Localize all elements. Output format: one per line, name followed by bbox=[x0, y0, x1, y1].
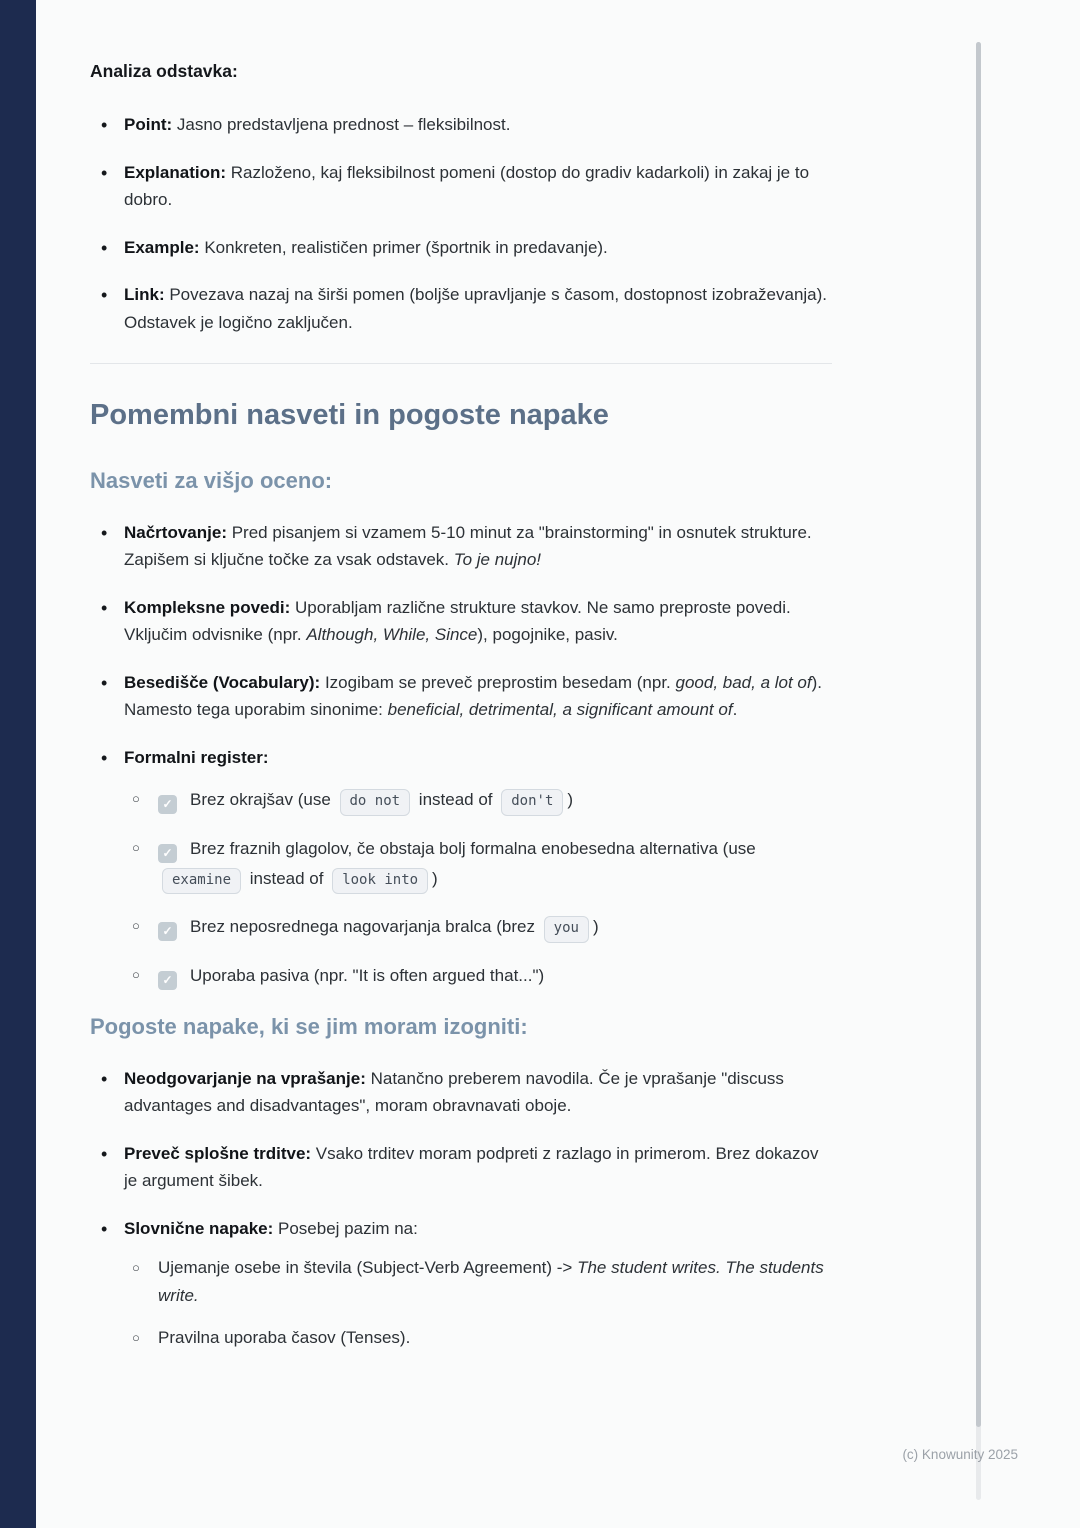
checklist-item bbox=[124, 961, 832, 991]
inline-code: examine bbox=[162, 868, 241, 895]
scrollbar-thumb[interactable] bbox=[976, 42, 981, 1427]
inline-code: you bbox=[544, 916, 589, 943]
formal-register-checklist bbox=[124, 785, 832, 990]
sublist-item bbox=[124, 1324, 832, 1352]
document-content bbox=[90, 0, 832, 1371]
section-heading-analysis: Analiza odstavka: bbox=[90, 61, 238, 81]
item-label: Point: bbox=[124, 115, 173, 135]
section-heading-mistakes: Pogoste napake, ki se jim moram izogniti: bbox=[90, 1014, 528, 1040]
list-item bbox=[90, 234, 832, 262]
item-text: ) bbox=[567, 790, 574, 810]
item-label: Besedišče (Vocabulary): bbox=[124, 672, 321, 692]
item-text: ), pogojnike, pasiv. bbox=[477, 625, 618, 645]
item-label: Link: bbox=[124, 285, 165, 305]
item-label: Kompleksne povedi: bbox=[124, 597, 291, 617]
checkbox-checked-icon bbox=[158, 971, 177, 990]
scrollbar[interactable] bbox=[976, 42, 981, 1500]
left-edge-bar bbox=[0, 0, 36, 1528]
grammar-sublist bbox=[124, 1254, 832, 1351]
item-label: Preveč splošne trditve: bbox=[124, 1143, 312, 1163]
item-text: Povezava nazaj na širši pomen (boljše upravljanje s časom, dostopnost izobraževanja). Odstavek je logično zaključen. bbox=[124, 285, 828, 332]
inline-code: do not bbox=[340, 789, 411, 816]
sublist-item bbox=[124, 1254, 832, 1309]
item-text: instead of bbox=[414, 790, 498, 810]
item-text: Brez okrajšav (use bbox=[190, 790, 336, 810]
item-emphasis: Although, While, Since bbox=[306, 625, 478, 645]
item-text: Pravilna uporaba časov (Tenses). bbox=[158, 1327, 411, 1347]
item-label: Neodgovarjanje na vprašanje: bbox=[124, 1068, 366, 1088]
item-label: Načrtovanje: bbox=[124, 522, 227, 542]
item-label: Explanation: bbox=[124, 162, 227, 182]
analysis-list bbox=[90, 111, 832, 336]
checkbox-checked-icon bbox=[158, 795, 177, 814]
checkbox-checked-icon bbox=[158, 844, 177, 863]
item-text: Brez fraznih glagolov, če obstaja bolj formalna enobesedna alternativa (use bbox=[190, 838, 756, 858]
list-item bbox=[90, 281, 832, 336]
tips-list bbox=[90, 519, 832, 991]
list-item bbox=[90, 1140, 832, 1195]
list-item bbox=[90, 1215, 832, 1351]
item-text: Izogibam se preveč preprostim besedam (npr. bbox=[320, 672, 676, 692]
section-divider bbox=[90, 363, 832, 364]
list-item bbox=[90, 159, 832, 214]
list-item bbox=[90, 594, 832, 649]
checkbox-checked-icon bbox=[158, 922, 177, 941]
item-label: Slovnične napake: bbox=[124, 1218, 274, 1238]
item-text: . bbox=[732, 700, 738, 720]
item-text: instead of bbox=[245, 868, 329, 888]
item-label: Formalni register: bbox=[124, 747, 269, 767]
list-item bbox=[90, 1065, 832, 1120]
item-text: Uporabljam različne strukture stavkov. Ne samo preproste povedi. Vključim odvisnike (npr. bbox=[124, 597, 791, 645]
item-emphasis: good, bad, a lot of bbox=[675, 672, 812, 692]
list-item bbox=[90, 744, 832, 991]
item-text: Pred pisanjem si vzamem 5-10 minut za "brainstorming" in osnutek strukture. Zapišem si ključne točke za vsak odstavek. bbox=[124, 522, 812, 570]
item-text: Natančno preberem navodila. Če je vprašanje "discuss advantages and disadvantages", moram obravnavati oboje. bbox=[124, 1068, 784, 1116]
item-text: Jasno predstavljena prednost – fleksibilnost. bbox=[172, 115, 511, 135]
section-heading-tips: Nasveti za višjo oceno: bbox=[90, 468, 333, 494]
item-text: Uporaba pasiva (npr. "It is often argued that...") bbox=[190, 965, 545, 985]
list-item bbox=[90, 111, 832, 139]
list-item bbox=[90, 519, 832, 574]
page-title: Pomembni nasveti in pogoste napake bbox=[90, 398, 609, 431]
checklist-item bbox=[124, 912, 832, 943]
item-emphasis: beneficial, detrimental, a significant amount of bbox=[387, 700, 733, 720]
item-emphasis: The student writes. The students write. bbox=[158, 1258, 824, 1306]
item-text: Brez neposrednega nagovarjanja bralca (brez bbox=[190, 917, 540, 937]
item-label: Example: bbox=[124, 237, 200, 257]
inline-code: look into bbox=[332, 868, 428, 895]
watermark: (c) Knowunity 2025 bbox=[902, 1447, 1018, 1462]
list-item bbox=[90, 669, 832, 724]
item-emphasis: To je nujno! bbox=[453, 550, 542, 570]
item-text: Ujemanje osebe in števila (Subject-Verb Agreement) -> bbox=[158, 1258, 578, 1278]
item-text: Posebej pazim na: bbox=[273, 1218, 418, 1238]
item-text: ). Namesto tega uporabim sinonime: bbox=[124, 672, 822, 720]
item-text: Vsako trditev moram podpreti z razlago in primerom. Brez dokazov je argument šibek. bbox=[124, 1143, 819, 1191]
item-text: ) bbox=[592, 917, 599, 937]
item-text: ) bbox=[432, 868, 438, 888]
inline-code: don't bbox=[501, 789, 563, 816]
checklist-item bbox=[124, 785, 832, 816]
item-text: Konkreten, realističen primer (športnik in predavanje). bbox=[199, 237, 608, 257]
mistakes-list bbox=[90, 1065, 832, 1351]
checklist-item bbox=[124, 834, 832, 894]
item-text: Razloženo, kaj fleksibilnost pomeni (dostop do gradiv kadarkoli) in zakaj je to dobro. bbox=[124, 162, 810, 210]
